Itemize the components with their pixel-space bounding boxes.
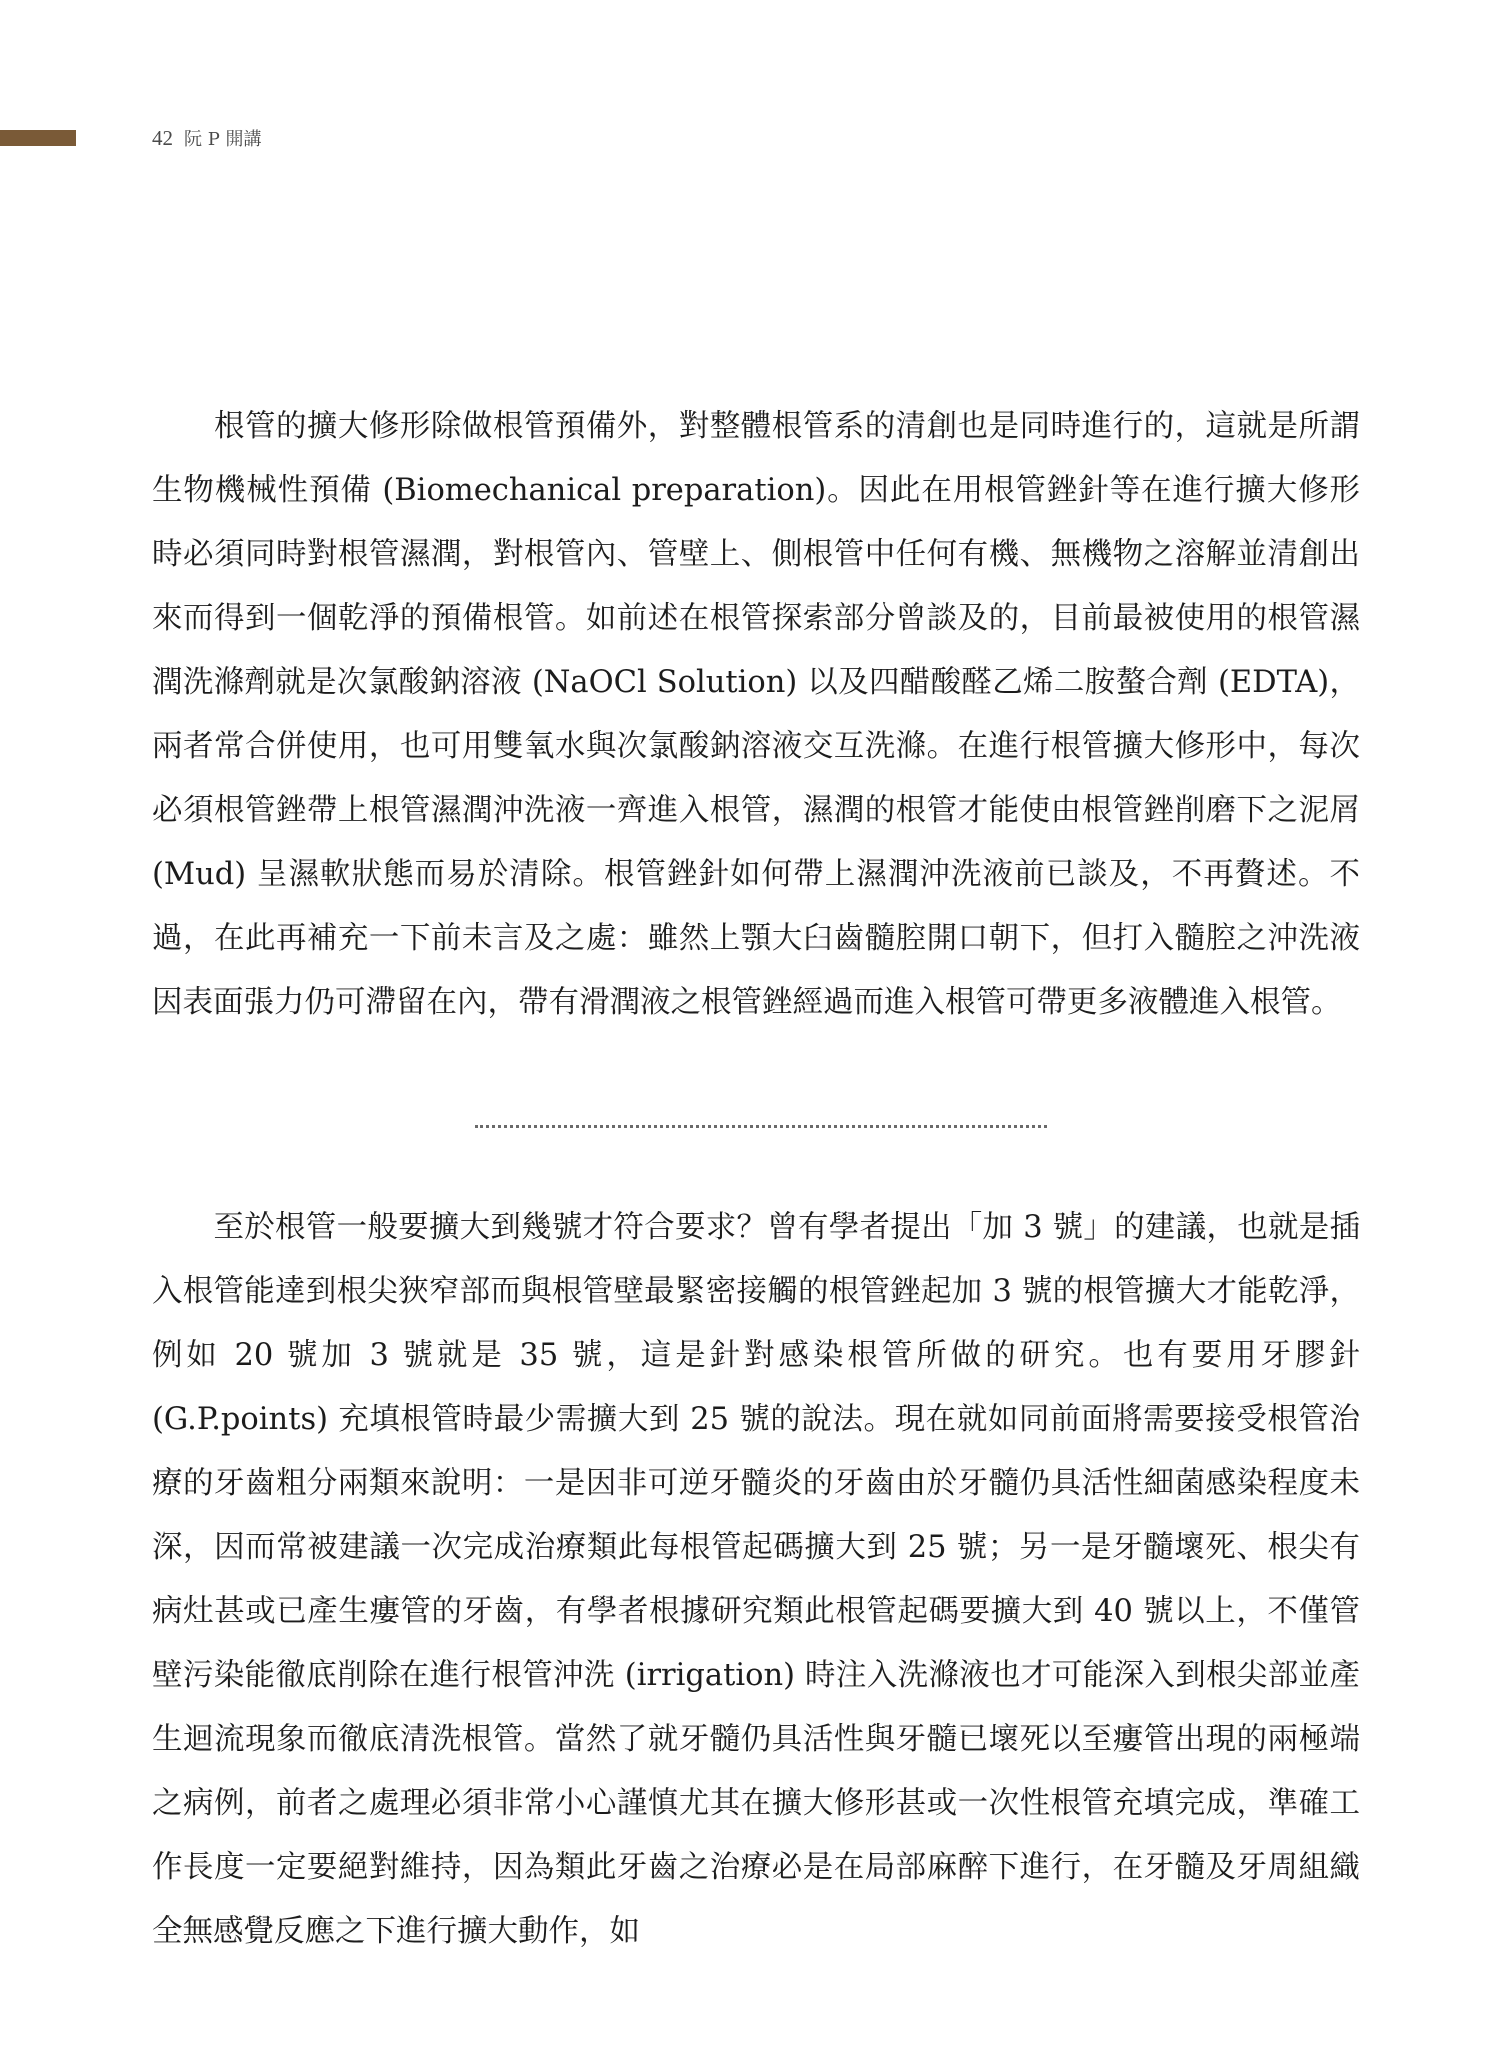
page-number: 42 bbox=[152, 125, 173, 150]
page-header bbox=[0, 118, 262, 158]
body-paragraph: 根管的擴大修形除做根管預備外，對整體根管系的清創也是同時進行的，這就是所謂生物機械性預備 (Biomechanical preparation)。因此在用根管銼針等在進行擴大修形時必須同時對根管濕潤，對根管內、管壁上、側根管中任何有機、無機物之溶解並清創出來而得到一個乾淨的預備根管。如前述在根管探索部分曾談及的，目前最被使用的根管濕潤洗滌劑就是次氯酸鈉溶液 (NaOCl Solution) 以及四醋酸醛乙烯二胺螯合劑 (EDTA)，兩者常合併使用，也可用雙氧水與次氯酸鈉溶液交互洗滌。在進行根管擴大修形中，每次必須根管銼帶上根管濕潤沖洗液一齊進入根管，濕潤的根管才能使由根管銼削磨下之泥屑 (Mud) 呈濕軟狀態而易於清除。根管銼針如何帶上濕潤沖洗液前已談及，不再贅述。不過，在此再補充一下前未言及之處：雖然上顎大臼齒髓腔開口朝下，但打入髓腔之沖洗液因表面張力仍可滯留在內，帶有滑潤液之根管銼經過而進入根管可帶更多液體進入根管。 bbox=[152, 409, 1360, 1020]
section-divider bbox=[475, 1125, 1047, 1128]
header-accent-bar bbox=[0, 130, 76, 146]
running-title: 阮 P 開講 bbox=[184, 129, 262, 150]
body-paragraph: 至於根管一般要擴大到幾號才符合要求？曾有學者提出「加 3 號」的建議，也就是插入根管能達到根尖狹窄部而與根管壁最緊密接觸的根管銼起加 3 號的根管擴大才能乾淨，例如 20 號加 3 號就是 35 號，這是針對感染根管所做的研究。也有要用牙膠針 (G.P.points) 充填根管時最少需擴大到 25 號的說法。現在就如同前面將需要接受根管治療的牙齒粗分兩類來說明：一是因非可逆牙髓炎的牙齒由於牙髓仍具活性細菌感染程度未深，因而常被建議一次完成治療類此每根管起碼擴大到 25 號；另一是牙髓壞死、根尖有病灶甚或已產生瘻管的牙齒，有學者根據研究類此根管起碼要擴大到 40 號以上，不僅管壁污染能徹底削除在進行根管沖洗 (irrigation) 時注入洗滌液也才可能深入到根尖部並產生迴流現象而徹底清洗根管。當然了就牙髓仍具活性與牙髓已壞死以至瘻管出現的兩極端之病例，前者之處理必須非常小心謹慎尤其在擴大修形甚或一次性根管充填完成，準確工作長度一定要絕對維持，因為類此牙齒之治療必是在局部麻醉下進行，在牙髓及牙周組織全無感覺反應之下進行擴大動作，如 bbox=[152, 1210, 1360, 1949]
